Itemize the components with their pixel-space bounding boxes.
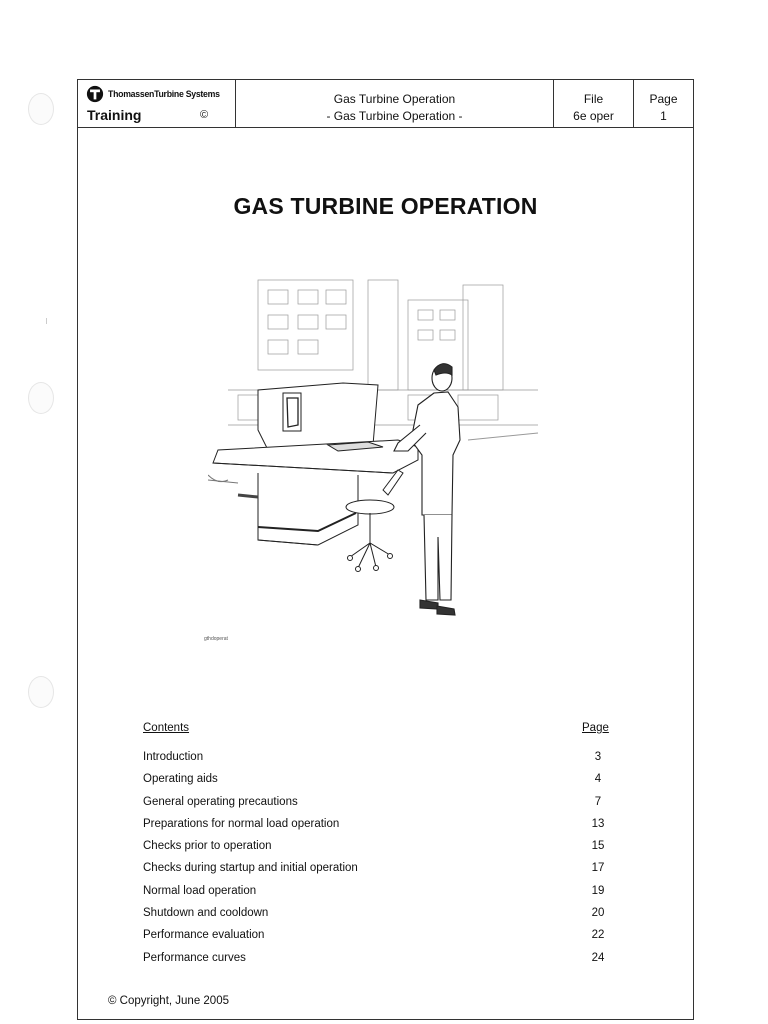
company-logo: [86, 85, 229, 103]
page-number: 1: [660, 109, 667, 123]
toc-entry-page: 17: [591, 862, 605, 875]
toc-row: [143, 907, 633, 929]
header-subject-cell: [236, 80, 554, 127]
toc-row: [143, 773, 633, 795]
toc-entry-page: 24: [591, 951, 605, 964]
toc-row: [143, 840, 633, 862]
toc-entry-page: 7: [594, 795, 602, 808]
toc-row: [143, 952, 633, 974]
toc-entry-title: Performance curves: [143, 951, 246, 964]
toc-entry-title: Performance evaluation: [143, 929, 265, 942]
toc-entry-title: Operating aids: [143, 773, 218, 786]
control-room-illustration: [208, 275, 558, 640]
toc-entry-page: 13: [591, 817, 605, 830]
toc-row: [143, 862, 633, 884]
page-label: Page: [649, 92, 678, 106]
header-page-cell: [634, 80, 693, 127]
toc-entry-title: Checks during startup and initial operation: [143, 862, 358, 875]
header-brand-cell: [78, 80, 236, 127]
table-of-contents: [143, 751, 633, 974]
header-file-cell: [554, 80, 634, 127]
copyright-footer: © Copyright, June 2005: [108, 995, 229, 1007]
company-name: ThomassenTurbine Systems: [108, 88, 220, 100]
toc-entry-title: Shutdown and cooldown: [143, 907, 269, 920]
subject-line-1: Gas Turbine Operation: [333, 92, 456, 106]
toc-entry-title: Preparations for normal load operation: [143, 817, 340, 830]
margin-mark: [46, 318, 51, 324]
document-header: [78, 80, 693, 128]
subject-line-2: - Gas Turbine Operation -: [326, 109, 463, 123]
department-label: Training: [87, 107, 142, 123]
toc-entry-title: Normal load operation: [143, 884, 257, 897]
contents-page-heading: Page: [582, 722, 609, 734]
image-tag: gthdoperat: [204, 636, 228, 642]
toc-entry-title: Introduction: [143, 751, 204, 763]
file-label: File: [583, 92, 604, 106]
binder-hole-middle: [28, 382, 54, 414]
toc-entry-page: 4: [594, 773, 602, 786]
toc-row: [143, 885, 633, 907]
toc-entry-page: 3: [594, 751, 602, 763]
binder-hole-top: [28, 93, 54, 125]
document-page: [77, 79, 694, 1020]
contents-heading: Contents: [143, 722, 190, 734]
toc-entry-page: 15: [591, 840, 605, 853]
copyright-symbol: ©: [200, 109, 209, 121]
file-value: 6e oper: [573, 109, 614, 123]
document-title: GAS TURBINE OPERATION: [233, 193, 538, 219]
toc-row: [143, 796, 633, 818]
toc-entry-page: 19: [591, 884, 605, 897]
company-logo-icon: [86, 85, 104, 103]
toc-entry-title: General operating precautions: [143, 795, 298, 808]
toc-entry-page: 20: [591, 907, 605, 920]
toc-entry-page: 22: [591, 929, 605, 942]
toc-row: [143, 751, 633, 773]
toc-row: [143, 929, 633, 951]
toc-row: [143, 818, 633, 840]
toc-entry-title: Checks prior to operation: [143, 840, 272, 853]
binder-hole-lower: [28, 676, 54, 708]
